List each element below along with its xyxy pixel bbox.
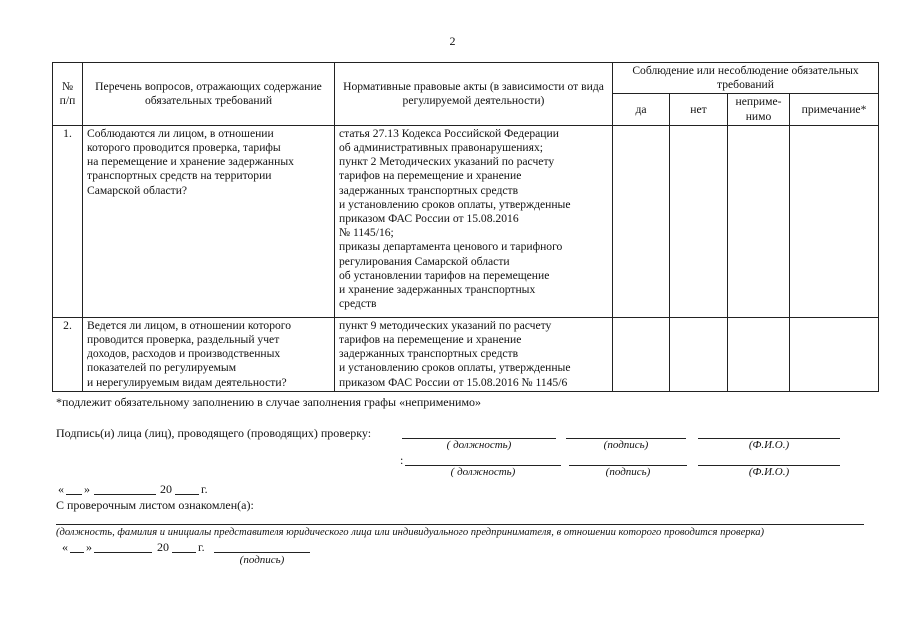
- question-line: которого проводится проверка, тарифы: [87, 141, 281, 155]
- signature-caption: (подпись): [603, 439, 649, 451]
- question-line: транспортных средств на территории: [87, 169, 272, 183]
- question-line: и нерегулируемым видам деятельности?: [87, 375, 287, 389]
- question-line: показателей по регулируемым: [87, 361, 237, 375]
- cell-not-applicable[interactable]: [728, 125, 790, 317]
- day-field[interactable]: [66, 494, 82, 495]
- row-number: 2.: [53, 317, 83, 391]
- acts-line: средств: [339, 297, 377, 311]
- acts-line: об установлении тарифов на перемещение: [339, 268, 550, 282]
- table-header-row: [53, 63, 879, 94]
- acts-line: приказы департамента ценового и тарифного: [339, 240, 563, 254]
- header-note: примечание*: [790, 94, 879, 125]
- cell-no[interactable]: [670, 125, 728, 317]
- month-field-2[interactable]: [94, 552, 152, 553]
- question-line: на перемещение и хранение задержанных: [87, 155, 294, 169]
- signature-label: Подпись(и) лица (лиц), проводящего (проводящих) проверку:: [56, 426, 372, 440]
- header-yes: да: [613, 94, 670, 125]
- date-open-quote-2: «: [62, 540, 68, 554]
- acts-line: регулирования Самарской области: [339, 254, 510, 268]
- month-field[interactable]: [94, 494, 156, 495]
- representative-field[interactable]: [56, 524, 864, 525]
- page-number: 2: [449, 34, 456, 48]
- acquainted-label: С проверочным листом ознакомлен(а):: [56, 498, 254, 512]
- acts-line: приказом ФАС России от 15.08.2016: [339, 212, 519, 226]
- row-acts: [335, 125, 613, 317]
- acts-line: задержанных транспортных средств: [339, 183, 519, 197]
- acts-line: и установлению сроков оплаты, утвержденные: [339, 361, 571, 375]
- row-number: 1.: [53, 125, 83, 317]
- bottom-signature-field[interactable]: [214, 552, 310, 553]
- footnote: *подлежит обязательному заполнению в случае заполнения графы «неприменимо»: [56, 395, 482, 409]
- question-line: Соблюдаются ли лицом, в отношении: [87, 126, 274, 140]
- cell-note[interactable]: [790, 317, 879, 391]
- position-caption: ( должность): [446, 439, 512, 451]
- day-field-2[interactable]: [70, 552, 84, 553]
- cell-no[interactable]: [670, 317, 728, 391]
- row-question: [83, 317, 335, 391]
- row-question: [83, 125, 335, 317]
- acts-line: приказом ФАС России от 15.08.2016 № 1145/6: [339, 375, 568, 389]
- signature-caption-2: (подпись): [605, 466, 651, 478]
- acts-line: пункт 9 методических указаний по расчету: [339, 318, 552, 332]
- cell-yes[interactable]: [613, 317, 670, 391]
- year-suffix-2: г.: [198, 540, 205, 554]
- header-acts: Нормативные правовые акты (в зависимости от вида регулируемой деятельности): [335, 63, 613, 126]
- cell-yes[interactable]: [613, 125, 670, 317]
- acts-line: и установлению сроков оплаты, утвержденные: [339, 197, 571, 211]
- representative-caption: (должность, фамилия и инициалы представителя юридического лица или индивидуального предпринимателя, в отношении которого проводится проверка): [56, 527, 765, 538]
- year-prefix-2: 20: [157, 540, 169, 554]
- question-line: Ведется ли лицом, в отношении которого: [87, 318, 292, 332]
- table-row: [53, 317, 879, 391]
- date-close-quote-2: »: [86, 540, 92, 554]
- header-num: № п/п: [53, 63, 83, 126]
- question-line: Самарской области?: [87, 183, 188, 197]
- bottom-signature-caption: (подпись): [239, 554, 285, 566]
- acts-line: № 1145/16;: [339, 226, 394, 240]
- name-caption-2: (Ф.И.О.): [748, 466, 790, 478]
- year-prefix: 20: [160, 482, 172, 496]
- acts-line: задержанных транспортных средств: [339, 347, 519, 361]
- date-open-quote: «: [58, 482, 64, 496]
- question-line: доходов, расходов и производственных: [87, 347, 281, 361]
- acts-line: об административных правонарушениях;: [339, 141, 543, 155]
- position-caption-2: ( должность): [450, 466, 516, 478]
- header-not-applicable: неприме-нимо: [728, 94, 790, 125]
- acts-line: статья 27.13 Кодекса Российской Федерации: [339, 126, 559, 140]
- header-compliance: Соблюдение или несоблюдение обязательных требований: [613, 63, 879, 94]
- name-caption: (Ф.И.О.): [748, 439, 790, 451]
- header-no: нет: [670, 94, 728, 125]
- acts-line: и хранение задержанных транспортных: [339, 283, 536, 297]
- table-row: [53, 125, 879, 317]
- year-suffix: г.: [201, 482, 208, 496]
- row-acts: [335, 317, 613, 391]
- date-close-quote: »: [84, 482, 90, 496]
- acts-line: пункт 2 Методических указаний по расчету: [339, 155, 555, 169]
- acts-line: тарифов на перемещение и хранение: [339, 169, 522, 183]
- colon-mark: :: [400, 453, 404, 467]
- acts-line: тарифов на перемещение и хранение: [339, 333, 522, 347]
- header-questions: Перечень вопросов, отражающих содержание обязательных требований: [83, 63, 335, 126]
- year-field[interactable]: [175, 494, 199, 495]
- requirements-table: [52, 62, 879, 392]
- year-field-2[interactable]: [172, 552, 196, 553]
- cell-note[interactable]: [790, 125, 879, 317]
- question-line: проводится проверка, раздельный учет: [87, 333, 280, 347]
- cell-not-applicable[interactable]: [728, 317, 790, 391]
